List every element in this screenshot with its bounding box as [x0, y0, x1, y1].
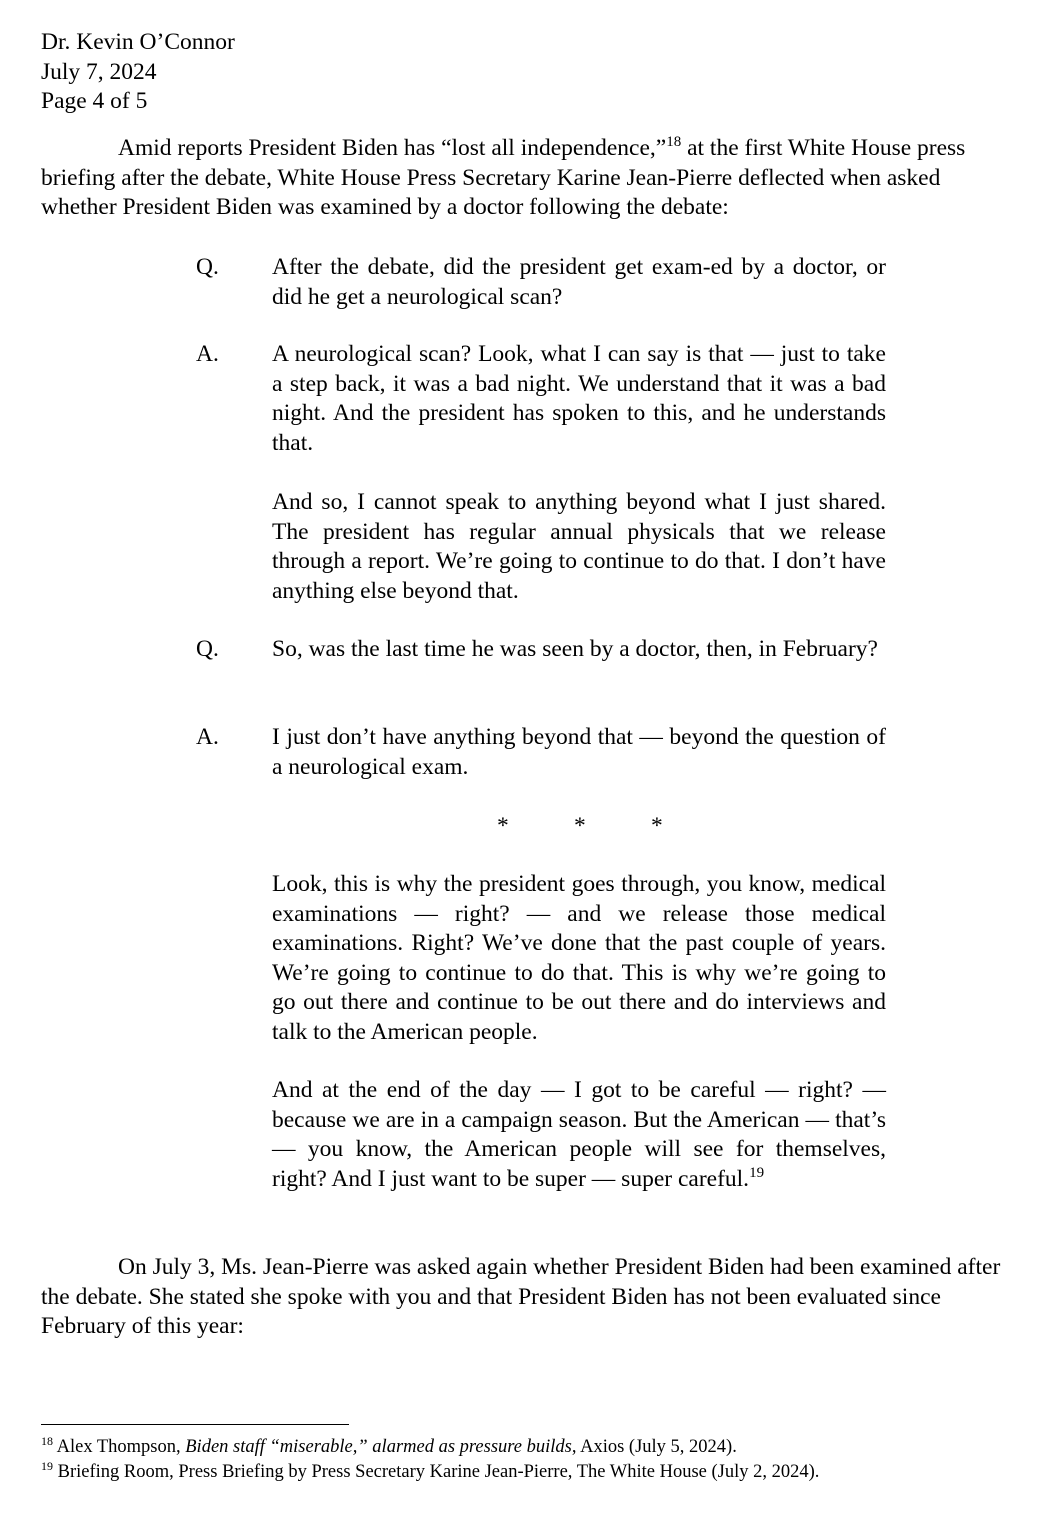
qa-label: Q.: [196, 254, 219, 280]
intro-text-part2: at the first White House press briefing after the debate, White House Press Secretary Karine Jean-Pierre deflected when asked whether President Biden was examined by a doctor following the debate:: [41, 135, 966, 220]
closing-paragraph: [41, 1253, 1031, 1342]
closing-text: On July 3, Ms. Jean-Pierre was asked again whether President Biden had been examined after the debate. She stated she spoke with you and that President Biden has not been evaluated since February of this year:: [41, 1254, 1001, 1339]
letter-date: July 7, 2024: [41, 58, 157, 85]
letter-header: [41, 28, 235, 117]
section-separator: [0, 812, 1056, 842]
qa-text: A neurological scan? Look, what I can say is that — just to take a step back, it was a bad night. We understand that it was a bad night. And the president has spoken to this, and he understands that.: [272, 341, 886, 456]
footnote-source: , Axios (July 5, 2024).: [571, 1437, 737, 1457]
separator-star: *: [651, 813, 663, 839]
qa-label: A.: [196, 341, 219, 367]
footnote-article-title: Biden staff “miserable,” alarmed as pressure builds: [185, 1437, 572, 1457]
separator-star: *: [497, 813, 509, 839]
footnote-19: [41, 1461, 819, 1483]
footnote-18: [41, 1436, 737, 1458]
quote-continuation: Look, this is why the president goes through, you know, medical examinations — right? — and we release those medical examinations. Right? We’ve done that the past couple of years. We’re going to continue to do that. This is why we’re going to go out there and continue to be out there and do interviews and talk to the American people.: [272, 871, 886, 1045]
qa-text: I just don’t have anything beyond that — beyond the question of a neurological exam.: [272, 724, 886, 780]
recipient-name: Dr. Kevin O’Connor: [41, 29, 235, 55]
page-number: Page 4 of 5: [41, 88, 148, 114]
intro-paragraph: [41, 134, 1021, 223]
qa-text: After the debate, did the president get exam-ed by a doctor, or did he get a neurological scan?: [272, 254, 886, 310]
qa-label: A.: [196, 724, 219, 750]
footnote-ref-19: 19: [749, 1164, 765, 1181]
qa-label: Q.: [196, 636, 219, 662]
qa-text: So, was the last time he was seen by a doctor, then, in February?: [272, 636, 878, 662]
footnote-text: Alex Thompson,: [53, 1437, 186, 1457]
qa-text: And so, I cannot speak to anything beyond what I just shared. The president has regular annual physicals that we release through a report. We’re going to continue to do that. I don’t have anything else beyond that.: [272, 489, 886, 604]
footnote-ref-18: 18: [666, 134, 682, 150]
separator-star: *: [574, 813, 586, 839]
footnote-number: 19: [41, 1459, 53, 1473]
footnote-number: 18: [41, 1434, 53, 1448]
footnote-text: Briefing Room, Press Briefing by Press Secretary Karine Jean-Pierre, The White House (July 2, 2024).: [53, 1462, 820, 1482]
quote-continuation-final: [272, 1076, 886, 1194]
intro-text-part1: Amid reports President Biden has “lost all independence,”: [118, 135, 667, 161]
quote-continuation-text: And at the end of the day — I got to be careful — right? — because we are in a campaign season. But the American — that’s — you know, the American people will see for themselves, right? And I just want to be super — super careful.: [272, 1077, 886, 1192]
footnote-divider: [41, 1424, 349, 1425]
